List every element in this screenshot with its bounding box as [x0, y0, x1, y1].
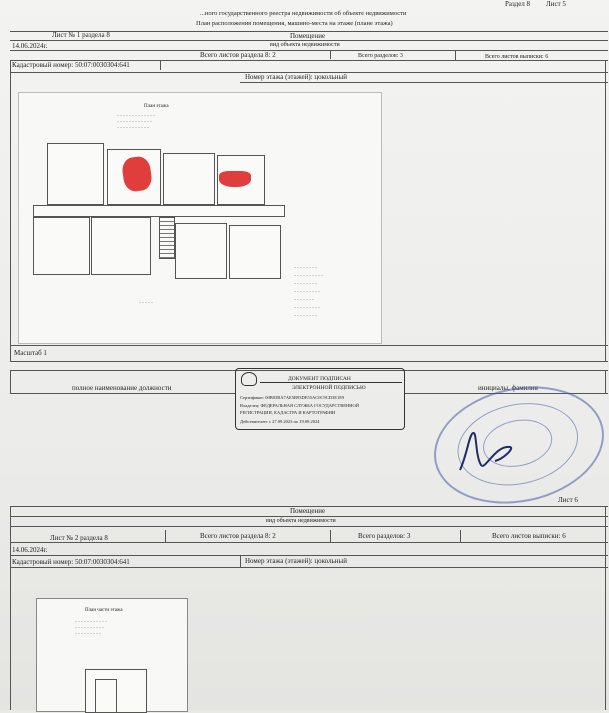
e-signature-stamp	[235, 368, 405, 430]
room	[95, 679, 117, 713]
position-label: полное наименование должности	[72, 384, 172, 392]
premises-label-2: Помещение	[290, 507, 326, 515]
room	[91, 217, 151, 275]
sheet-label-2: Лист 6	[558, 496, 578, 504]
sheet-number: Лист № 1 раздела 8	[52, 31, 110, 39]
initials-label: инициалы, фамилия	[478, 384, 538, 392]
room	[163, 153, 215, 205]
owner-line-2: РЕГИСТРАЦИИ, КАДАСТРА И КАРТОГРАФИИ	[240, 410, 336, 415]
validity-line: Действителен: с 27.09.2023 по 19.09.2024	[240, 419, 320, 424]
cadastral-number-2: Кадастровый номер: 50:07:0030304:641	[12, 558, 130, 566]
sheets-in-section-2: Всего листов раздела 8: 2	[200, 532, 276, 540]
signed-title: ДОКУМЕНТ ПОДПИСАН	[288, 376, 351, 382]
sheet-number-2: Лист № 2 раздела 8	[50, 534, 108, 542]
room	[33, 217, 90, 275]
highlight-mark	[219, 171, 251, 187]
extract-sheets-total: Всего листов выписки: 6	[485, 54, 549, 60]
floor-plan: План этажа _ _ _ _ _ _ _ _ _ _ _ _ _ _ _ _ _ _ _ _ _ _ _ _ _ _ _ _ _ _ _ _ _ _ _ _ _ _ _ _ _ _ _ _ _ _ _ _ _ _ _ _ _ _ _ _ _ _ _ _ _ _ _ _ _ _ _ _ _ _ _ _ _ _ _ _ _ _ _ _ _ _ _ _ _ _ _ _ _ _ _ _ _ _ _ _ _ _ _ _	[18, 92, 382, 344]
sections-total-2: Всего разделов: 3	[358, 532, 411, 540]
date-2: 14.06.2024г.	[12, 546, 48, 554]
plan-title: План этажа	[144, 104, 169, 109]
header-line-2: План расположения помещения, машино-места на этаже (плане этажа)	[196, 20, 393, 27]
room	[229, 225, 281, 279]
sheets-in-section: Всего листов раздела 8: 2	[200, 51, 276, 59]
handwritten-signature	[455, 425, 525, 475]
room	[47, 143, 104, 205]
floor-number: Номер этажа (этажей): цокольный	[245, 73, 347, 81]
sections-total: Всего разделов: 3	[358, 53, 403, 59]
floor-plan-part: План части этажа _ _ _ _ _ _ _ _ _ _ _ _ _ _ _ _ _ _ _ _ _ _ _ _ _ _ _ _ _ _	[36, 598, 188, 712]
extract-sheets-total-2: Всего листов выписки: 6	[492, 532, 566, 540]
signed-subtitle: ЭЛЕКТРОННОЙ ПОДПИСЬЮ	[292, 385, 366, 391]
owner-line-1: Владелец: ФЕДЕРАЛЬНАЯ СЛУЖБА ГОСУДАРСТВЕННОЙ	[240, 403, 360, 408]
premises-label: Помещение	[290, 32, 326, 40]
header-line-1: ...ного государственного реестра недвижимости об объекте недвижимости	[200, 10, 407, 17]
corridor	[33, 205, 285, 217]
staircase	[159, 217, 175, 259]
emblem-icon	[241, 372, 257, 386]
cadastral-number: Кадастровый номер: 50:07:0030304:641	[12, 61, 130, 69]
room	[175, 223, 227, 279]
object-type-label: вид объекта недвижимости	[270, 42, 340, 48]
sheet-label-top: Лист 5	[546, 0, 566, 8]
certificate-line: Сертификат: 00B03BA7AE5B93DE55AC0C9CD3E1E9	[240, 395, 345, 400]
scale-label: Масштаб 1	[14, 349, 47, 357]
object-type-label-2: вид объекта недвижимости	[266, 518, 336, 524]
floor-number-2: Номер этажа (этажей): цокольный	[245, 557, 347, 565]
plan-title-2: План части этажа	[85, 608, 123, 613]
section-label: Раздел 8	[505, 0, 531, 8]
date: 14.06.2024г.	[12, 42, 48, 50]
